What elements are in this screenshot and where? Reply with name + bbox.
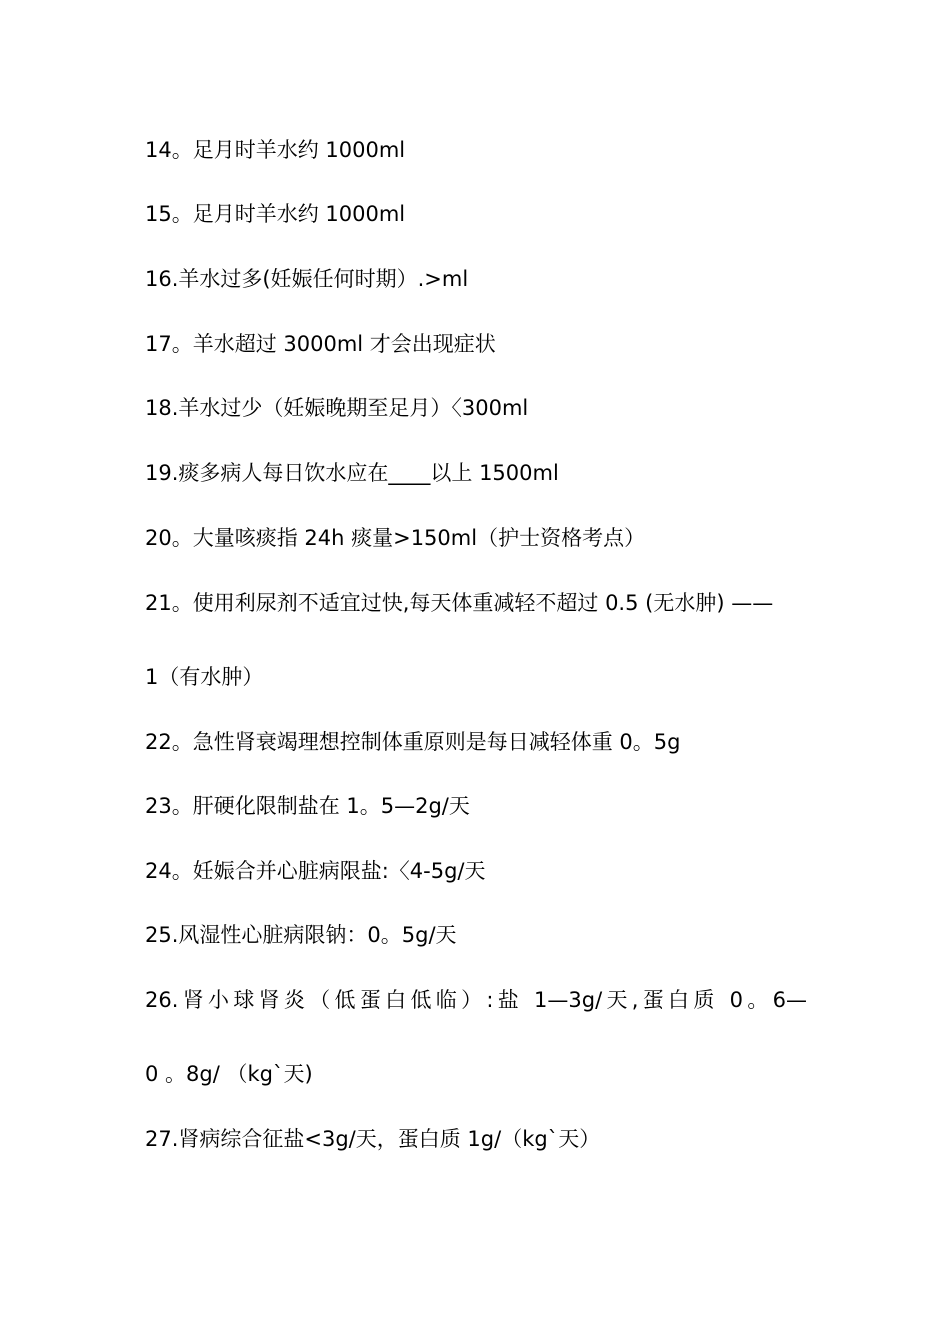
text-line: 14。足月时羊水约 1000ml xyxy=(145,138,406,162)
text-line: 25.风湿性心脏病限钠：0。5g/天 xyxy=(145,923,457,947)
text-line: 27.肾病综合征盐<3g/天，蛋白质 1g/（kg`天） xyxy=(145,1127,601,1151)
text-line: 22。急性肾衰竭理想控制体重原则是每日减轻体重 0。5g xyxy=(145,730,681,754)
text-line: 18.羊水过少（妊娠晚期至足月）〈300ml xyxy=(145,396,529,420)
text-line: 1（有水肿） xyxy=(145,665,264,689)
text-line: 20。大量咳痰指 24h 痰量>150ml（护士资格考点） xyxy=(145,526,646,550)
text-line: 17。羊水超过 3000ml 才会出现症状 xyxy=(145,332,496,356)
text-line: 26.肾小球肾炎（低蛋白低临）:盐 1—3g/天,蛋白质 0。6— xyxy=(145,988,807,1012)
text-line: 23。肝硬化限制盐在 1。5—2g/天 xyxy=(145,794,470,818)
text-line: 24。妊娠合并心脏病限盐:〈4-5g/天 xyxy=(145,859,486,883)
text-line: 0 。8g/ （kg`天) xyxy=(145,1062,313,1086)
text-line: 15。足月时羊水约 1000ml xyxy=(145,202,406,226)
text-line: 21。使用利尿剂不适宜过快,每天体重减轻不超过 0.5 (无水肿) —— xyxy=(145,591,774,615)
text-line: 16.羊水过多(妊娠任何时期）.>ml xyxy=(145,267,469,291)
text-line: 19.痰多病人每日饮水应在____以上 1500ml xyxy=(145,461,559,485)
